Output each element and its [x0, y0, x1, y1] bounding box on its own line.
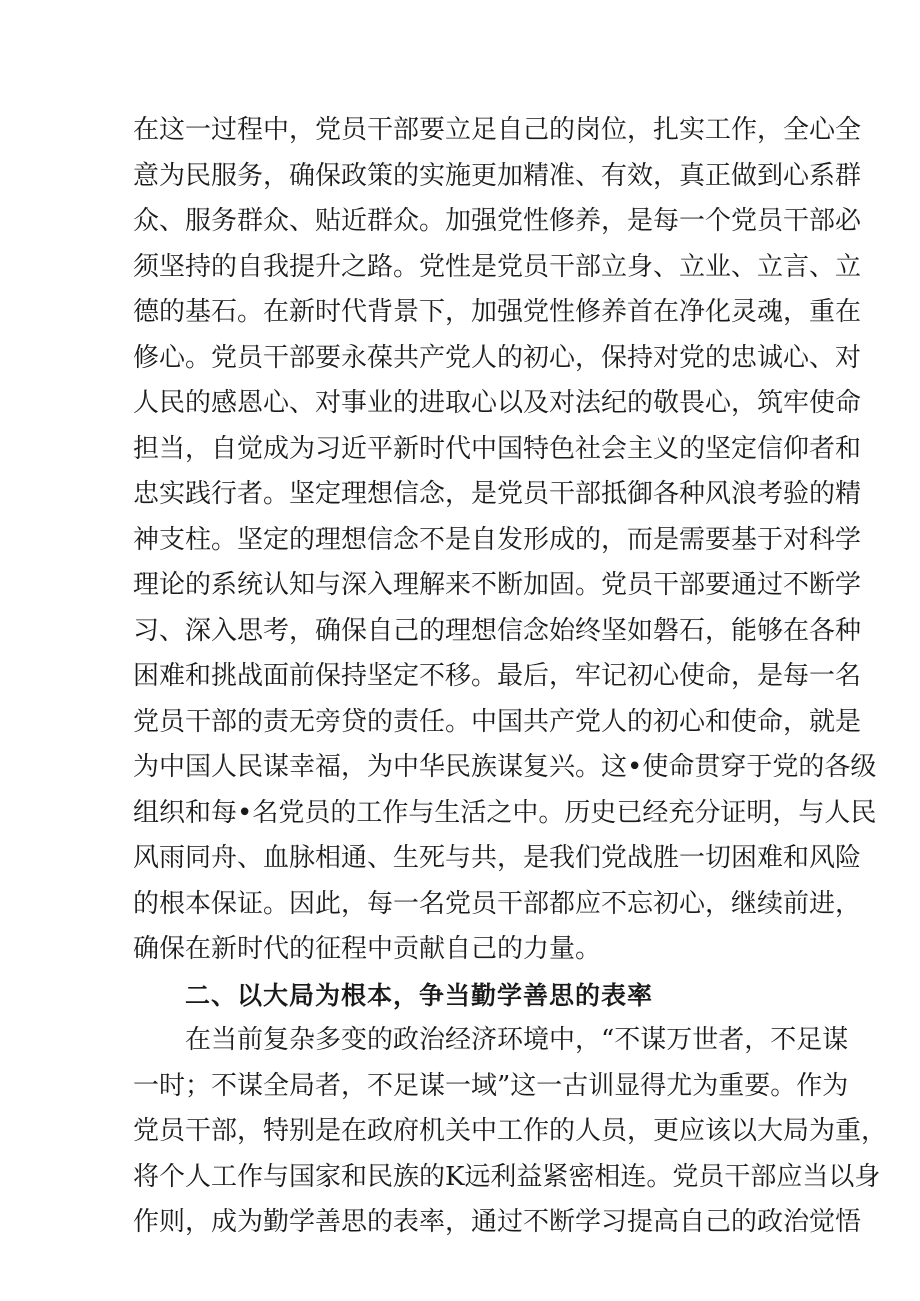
- text-line: 党员干部，特别是在政府机关中工作的人员，更应该以大局为重，: [133, 1116, 888, 1146]
- text-line: 风雨同舟、血脉相通、生死与共，是我们党战胜一切困难和风险: [133, 843, 862, 873]
- text-line: 修心。党员干部要永葆共产党人的初心，保持对党的忠诚心、对: [133, 342, 862, 373]
- text-line: 困难和挑战面前保持坚定不移。最后，牢记初心使命，是每一名: [133, 661, 862, 691]
- text-line: 为中国人民谋幸福，为中华民族谋复兴。这•使命贯穿于党的各级: [133, 752, 877, 782]
- text-line: 德的基石。在新时代背景下，加强党性修养首在净化灵魂，重在: [133, 297, 862, 327]
- text-line: 党员干部的责无旁贷的责任。中国共产党人的初心和使命，就是: [133, 706, 862, 737]
- document-body: [133, 108, 888, 1246]
- text-line: 将个人工作与国家和民族的K远利益紧密相连。党员干部应当以身: [133, 1161, 881, 1192]
- text-line: 担当，自觉成为习近平新时代中国特色社会主义的坚定信仰者和: [133, 433, 862, 464]
- section-heading: 二、以大局为根本，争当勤学善思的表率: [185, 980, 654, 1010]
- text-line: 作则，成为勤学善思的表率，通过不断学习提高自己的政治觉悟: [133, 1207, 862, 1237]
- text-line: 意为民服务，确保政策的实施更加精准、有效，真正做到心系群: [133, 160, 862, 191]
- text-line: 在这一过程中，党员干部要立足自己的岗位，扎实工作，全心全: [133, 115, 862, 145]
- paragraph-1: [133, 108, 877, 973]
- text-line: 理论的系统认知与深入理解来不断加固。党员干部要通过不断学: [133, 570, 862, 600]
- text-line: 习、深入思考，确保自己的理想信念始终坚如磐石，能够在各种: [133, 615, 862, 646]
- text-line: 一时；不谋全局者，不足谋一域”这一古训显得尤为重要。作为: [133, 1070, 849, 1101]
- paragraph-2: [133, 1018, 888, 1246]
- text-line: 的根本保证。因此，每一名党员干部都应不忘初心，继续前进，: [133, 888, 862, 919]
- text-line: 在当前复杂多变的政治经济环境中，“不谋万世者，不足谋: [185, 1025, 849, 1055]
- text-line: 人民的感恩心、对事业的进取心以及对法纪的敬畏心，筑牢使命: [133, 388, 862, 418]
- text-line: 神支柱。坚定的理想信念不是自发形成的，而是需要基于对科学: [133, 524, 862, 555]
- text-line: 忠实践行者。坚定理想信念，是党员干部抵御各种风浪考验的精: [133, 479, 862, 509]
- text-line: 众、服务群众、贴近群众。加强党性修养，是每一个党员干部必: [133, 206, 862, 236]
- text-line: 组织和每•名党员的工作与生活之中。历史已经充分证明，与人民: [133, 797, 877, 828]
- text-line: 确保在新时代的征程中贡献自己的力量。: [133, 934, 602, 964]
- text-line: 须坚持的自我提升之路。党性是党员干部立身、立业、立言、立: [133, 251, 862, 282]
